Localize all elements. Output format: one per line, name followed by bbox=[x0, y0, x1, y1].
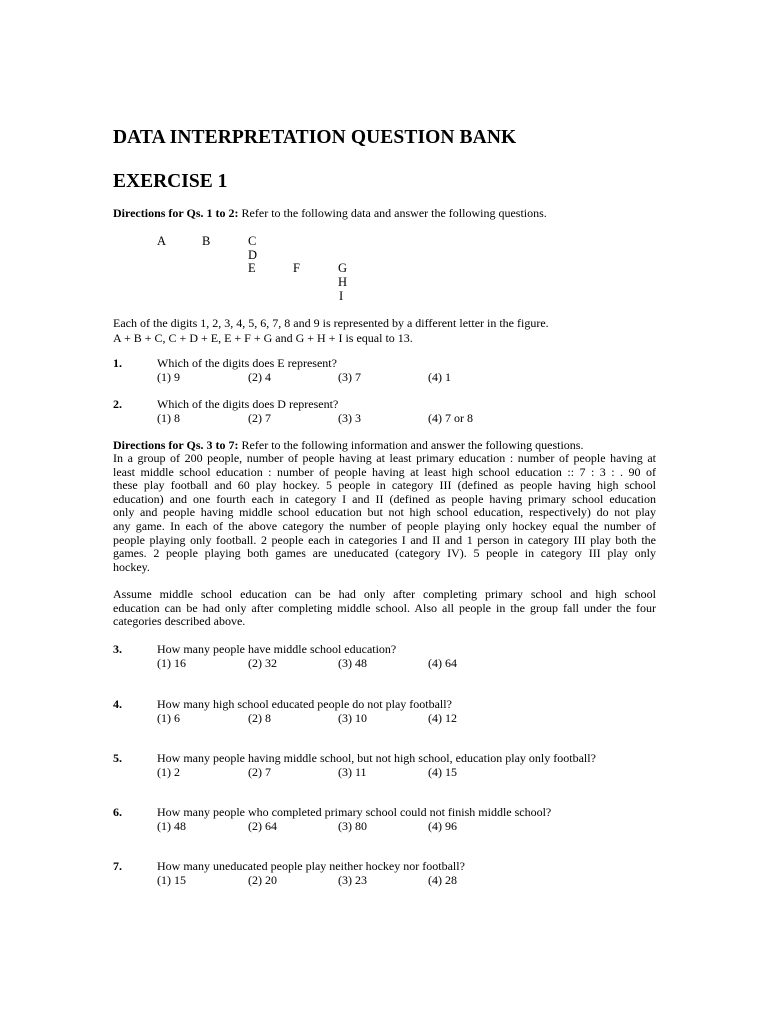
question-number: 4. bbox=[113, 697, 122, 711]
question-text: How many people having middle school, but not high school, education play only football? bbox=[157, 751, 596, 765]
question-text: Which of the digits does E represent? bbox=[157, 356, 337, 370]
answer-option: (3) 23 bbox=[338, 873, 367, 887]
directions-text: Refer to the following data and answer the following questions. bbox=[238, 206, 547, 220]
figure-letter-d: D bbox=[248, 248, 258, 262]
figure-description bbox=[113, 316, 549, 345]
directions-label: Directions for Qs. 1 to 2: bbox=[113, 206, 239, 220]
answer-option: (4) 28 bbox=[428, 873, 457, 887]
answer-option: (1) 6 bbox=[157, 711, 180, 725]
assumption-line: education can be had only after completing middle school. Also all people in the group fall under the four bbox=[113, 600, 656, 615]
assumption-line: categories described above. bbox=[113, 614, 246, 629]
directions-q1-2 bbox=[113, 206, 547, 220]
info-line: any game. In each of the above category the number of people playing only hockey equal the number of bbox=[113, 518, 656, 533]
page-title: DATA INTERPRETATION QUESTION BANK bbox=[113, 127, 517, 148]
info-line: education) and one fourth each in category I and II (defined as people having primary school education bbox=[113, 491, 656, 506]
question-text: How many uneducated people play neither hockey nor football? bbox=[157, 859, 465, 873]
figure-letter-e: E bbox=[248, 261, 256, 275]
assumption-paragraph bbox=[113, 588, 656, 629]
answer-option: (3) 11 bbox=[338, 765, 367, 779]
answer-option: (3) 80 bbox=[338, 819, 367, 833]
answer-option: (2) 32 bbox=[248, 656, 277, 670]
question-number: 6. bbox=[113, 805, 122, 819]
info-line: games. 2 people playing both games are uneducated (category IV). 5 people in category III play only bbox=[113, 546, 656, 561]
answer-option: (1) 8 bbox=[157, 411, 180, 425]
question-number: 5. bbox=[113, 751, 122, 765]
directions-q3-7 bbox=[113, 438, 583, 452]
answer-option: (2) 7 bbox=[248, 765, 271, 779]
figure-letter-a: A bbox=[157, 234, 167, 248]
info-line: In a group of 200 people, number of people having at least primary education : number of people having at bbox=[113, 451, 656, 465]
answer-option: (1) 2 bbox=[157, 765, 180, 779]
question-text: Which of the digits does D represent? bbox=[157, 397, 339, 411]
answer-option: (4) 7 or 8 bbox=[428, 411, 473, 425]
answer-option: (4) 1 bbox=[428, 370, 451, 384]
figure-letter-g: G bbox=[338, 261, 348, 275]
directions-label: Directions for Qs. 3 to 7: bbox=[113, 438, 239, 452]
answer-option: (2) 7 bbox=[248, 411, 271, 425]
question-text: How many people have middle school education? bbox=[157, 642, 397, 656]
answer-option: (1) 15 bbox=[157, 873, 186, 887]
figure-letter-c: C bbox=[248, 234, 257, 248]
figure-letter-b: B bbox=[202, 234, 211, 248]
info-line: hockey. bbox=[113, 559, 150, 574]
answer-option: (4) 15 bbox=[428, 765, 457, 779]
figure-description-line: Each of the digits 1, 2, 3, 4, 5, 6, 7, 8 and 9 is represented by a different letter in the figure. bbox=[113, 316, 549, 330]
info-line: least middle school education : number of people having at least high school education :: 7 : 3 : . 90 of bbox=[113, 464, 656, 479]
directions-text: Refer to the following information and answer the following questions. bbox=[238, 438, 584, 452]
info-line: these play football and 60 play hockey. 5 people in category III (defined as people having high school bbox=[113, 478, 656, 493]
question-number: 1. bbox=[113, 356, 122, 370]
answer-option: (2) 20 bbox=[248, 873, 277, 887]
info-line: people playing only football. 2 people each in categories I and II and 1 person in category III play both the bbox=[113, 532, 656, 547]
answer-option: (2) 64 bbox=[248, 819, 277, 833]
assumption-line: Assume middle school education can be had only after completing primary school and high school bbox=[113, 587, 656, 601]
exercise-heading: EXERCISE 1 bbox=[113, 171, 228, 192]
answer-option: (1) 16 bbox=[157, 656, 186, 670]
question-number: 3. bbox=[113, 642, 122, 656]
figure-letter-h: H bbox=[338, 275, 348, 289]
answer-option: (3) 10 bbox=[338, 711, 367, 725]
answer-option: (3) 3 bbox=[338, 411, 361, 425]
question-number: 7. bbox=[113, 859, 122, 873]
figure-description-line: A + B + C, C + D + E, E + F + G and G + H + I is equal to 13. bbox=[113, 330, 413, 345]
answer-option: (3) 7 bbox=[338, 370, 361, 384]
answer-option: (3) 48 bbox=[338, 656, 367, 670]
figure-letter-f: F bbox=[293, 261, 300, 275]
answer-option: (2) 8 bbox=[248, 711, 271, 725]
answer-option: (2) 4 bbox=[248, 370, 271, 384]
question-number: 2. bbox=[113, 397, 122, 411]
answer-option: (1) 48 bbox=[157, 819, 186, 833]
question-text: How many people who completed primary school could not finish middle school? bbox=[157, 805, 552, 819]
answer-option: (4) 12 bbox=[428, 711, 457, 725]
info-line: only and people having middle school education but not high school education, respectively) do not play bbox=[113, 505, 656, 520]
info-paragraph bbox=[113, 452, 656, 574]
answer-option: (1) 9 bbox=[157, 370, 180, 384]
question-text: How many high school educated people do not play football? bbox=[157, 697, 452, 711]
answer-option: (4) 96 bbox=[428, 819, 457, 833]
answer-option: (4) 64 bbox=[428, 656, 457, 670]
figure-letter-i: I bbox=[339, 289, 344, 303]
